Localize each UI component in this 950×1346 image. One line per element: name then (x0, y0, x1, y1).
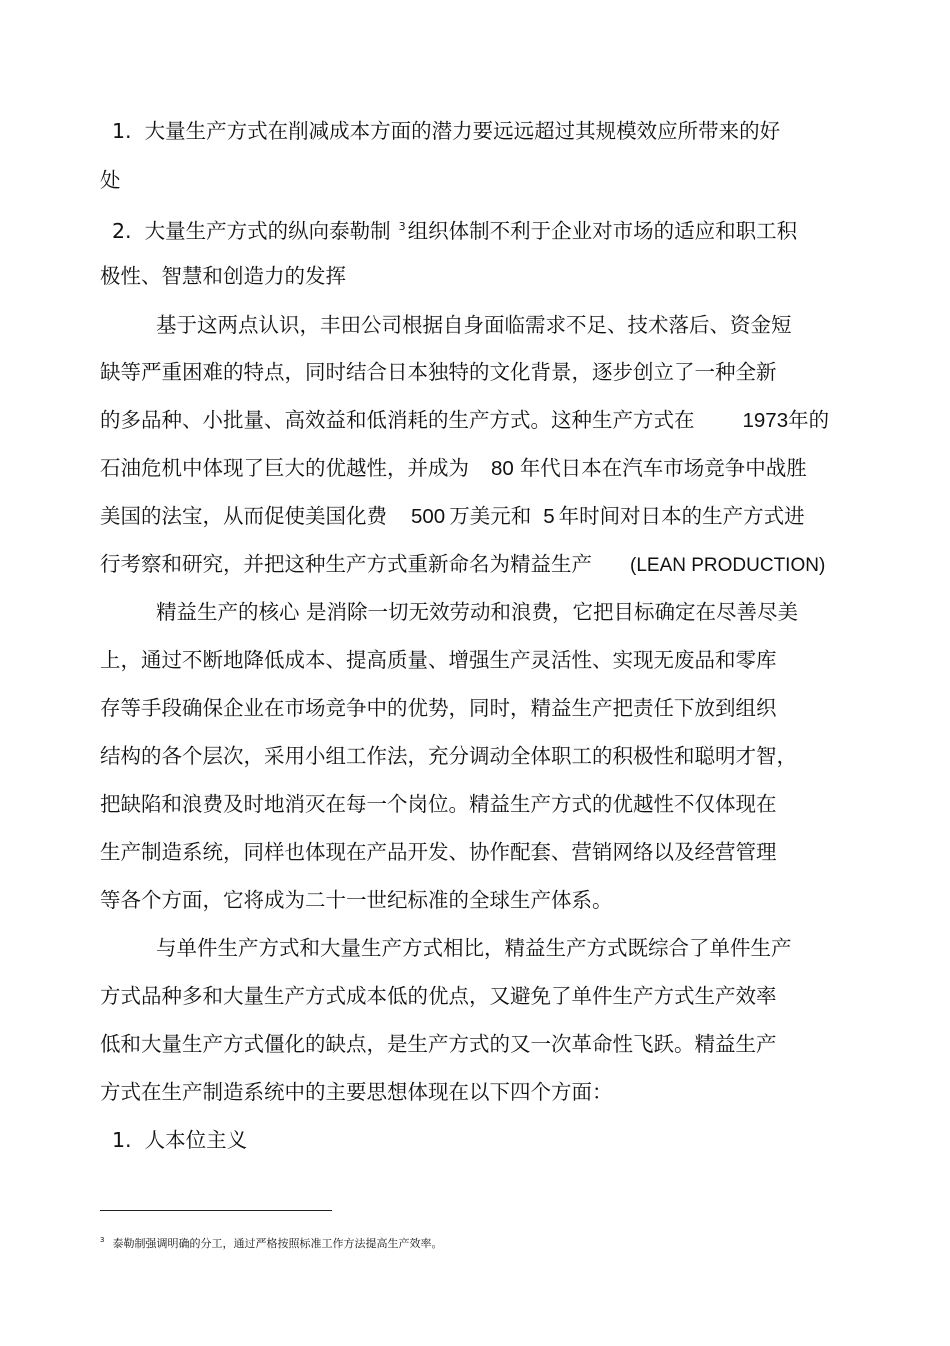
amount-number: 500 (411, 505, 446, 528)
paragraph-1-line: 缺等严重困难的特点，同时结合日本独特的文化背景，逐步创立了一种全新 (100, 360, 777, 384)
text-segment: 年的 (788, 408, 830, 432)
paragraph-2-line: 结构的各个层次，采用小组工作法，充分调动全体职工的积极性和聪明才智， (100, 744, 797, 768)
paragraph-2-line: 等各个方面，它将成为二十一世纪标准的全球生产体系。 (100, 888, 613, 912)
text-segment: 万美元和 (449, 504, 532, 528)
paragraph-2-line: 把缺陷和浪费及时地消灭在每一个岗位。精益生产方式的优越性不仅体现在 (100, 792, 777, 816)
paragraph-2-line: 上，通过不断地降低成本、提高质量、增强生产灵活性、实现无废品和零库 (100, 648, 777, 672)
paragraph-1-line: 基于这两点认识，丰田公司根据自身面临需求不足、技术落后、资金短 (156, 313, 792, 337)
list-number: 1. (112, 1128, 132, 1152)
paragraph-3-line: 与单件生产方式和大量生产方式相比，精益生产方式既综合了单件生产 (156, 936, 792, 960)
list-item-1 (112, 117, 780, 145)
paragraph-2-line: 存等手段确保企业在市场竞争中的优势，同时，精益生产把责任下放到组织 (100, 696, 777, 720)
footnote-reference[interactable]: 3 (398, 220, 406, 233)
list-item-1-continued: 处 (100, 168, 121, 192)
paragraph-1-line (100, 502, 805, 531)
list-text: 大量生产方式的纵向泰勒制 (144, 219, 391, 243)
footnote (100, 1232, 442, 1252)
footnote-mark: 3 (100, 1236, 105, 1244)
text-segment: 行考察和研究，并把这种生产方式重新命名为精益生产 (100, 552, 592, 576)
years-number: 5 (543, 505, 555, 528)
footnote-text: 泰勒制强调明确的分工，通过严格按照标准工作方法提高生产效率。 (112, 1237, 443, 1250)
paragraph-1-line (100, 550, 825, 580)
list-text: 大量生产方式在削减成本方面的潜力要远远超过其规模效应所带来的好 (144, 119, 781, 143)
list-text: 人本位主义 (144, 1128, 248, 1152)
list-item-2 (112, 213, 797, 245)
paragraph-1-line (100, 406, 829, 435)
paragraph-3-line: 方式在生产制造系统中的主要思想体现在以下四个方面： (100, 1080, 613, 1104)
english-term: (LEAN PRODUCTION) (630, 555, 826, 576)
text-segment: 年时间对日本的生产方式进 (558, 504, 805, 528)
year-number: 1973 (742, 409, 789, 432)
list-item-1-bottom (112, 1126, 247, 1154)
footnote-divider (100, 1210, 332, 1211)
list-number: 2. (112, 219, 132, 243)
text-segment: 美国的法宝，从而促使美国化费 (100, 504, 387, 528)
paragraph-2-line: 生产制造系统，同样也体现在产品开发、协作配套、营销网络以及经营管理 (100, 840, 777, 864)
paragraph-3-line: 低和大量生产方式僵化的缺点，是生产方式的又一次革命性飞跃。精益生产 (100, 1032, 777, 1056)
decade-number: 80 (491, 457, 514, 480)
paragraph-2-line: 精益生产的核心 是消除一切无效劳动和浪费，它把目标确定在尽善尽美 (156, 600, 799, 624)
text-segment: 年代日本在汽车市场竞争中战胜 (519, 456, 807, 480)
list-item-2-continued: 极性、智慧和创造力的发挥 (100, 264, 346, 288)
text-segment: 石油危机中体现了巨大的优越性，并成为 (100, 456, 469, 480)
paragraph-3-line: 方式品种多和大量生产方式成本低的优点，又避免了单件生产方式生产效率 (100, 984, 777, 1008)
text-segment: 的多品种、小批量、高效益和低消耗的生产方式。这种生产方式在 (100, 408, 695, 432)
list-number: 1. (112, 119, 132, 143)
paragraph-1-line (100, 454, 807, 483)
list-text: 组织体制不利于企业对市场的适应和职工积 (407, 219, 798, 243)
